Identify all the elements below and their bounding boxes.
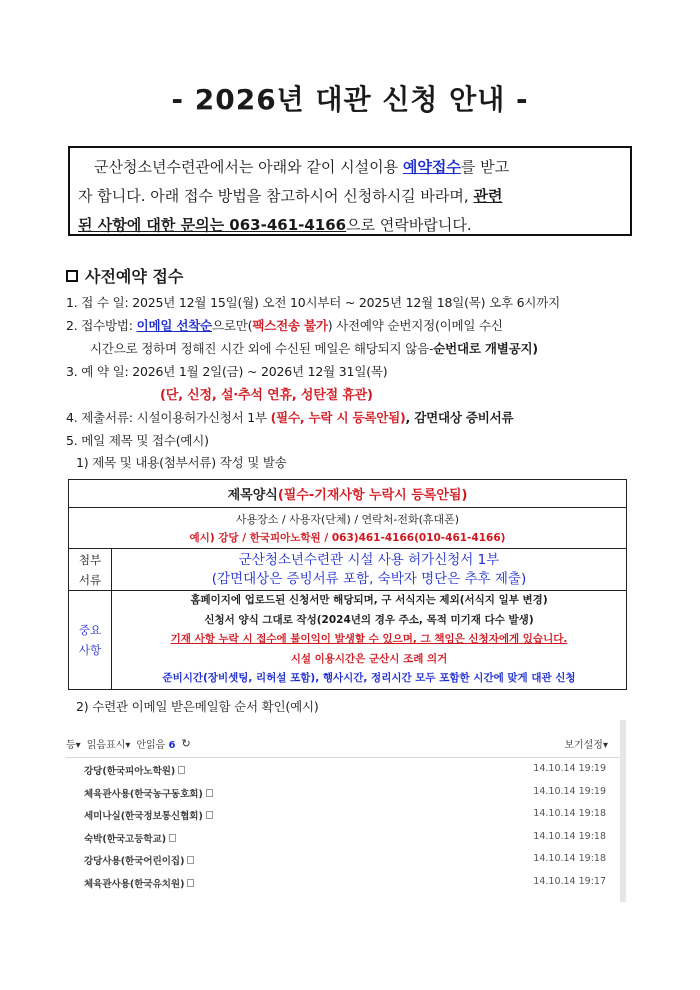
section-heading (66, 264, 183, 287)
mail-subject-wrap (84, 831, 176, 845)
important-content (112, 591, 627, 690)
item-text: 2. 접수방법: (66, 318, 137, 333)
title-format-cell (69, 508, 627, 549)
checkbox-square-icon (66, 270, 78, 282)
mail-subject-wrap (84, 876, 194, 890)
important-line: 준비시간(장비셋팅, 리허설 포함), 행사시간, 정리시간 모두 포함한 시간에 맞게 대관 신청 (162, 672, 576, 684)
item-text: ) 사전예약 순번지정(이메일 수신 (327, 318, 503, 333)
attachment-doc-icon (169, 834, 176, 842)
mail-date: 14.10.14 19:19 (533, 785, 606, 797)
attachment-doc-icon (206, 811, 213, 819)
attachment-doc-icon (187, 856, 194, 864)
mail-date: 14.10.14 19:19 (533, 763, 606, 774)
mail-subject: 세미나실(한국정보통신협회) (84, 811, 203, 822)
intro-box (68, 146, 632, 236)
filter-dropdown[interactable]: 등▾ (66, 740, 81, 751)
important-label-2: 사항 (78, 642, 102, 657)
view-settings-dropdown[interactable]: 보기설정▾ (564, 740, 608, 751)
fax-not-allowed: 팩스전송 불가 (252, 318, 328, 333)
mail-row[interactable] (66, 803, 620, 826)
unread-count: 6 (168, 740, 176, 751)
item-documents (66, 408, 513, 426)
mail-subject: 숙박(한국고등학교) (84, 833, 167, 845)
intro-emphasis: 관련 (473, 187, 503, 205)
intro-text: 를 받고 (460, 158, 510, 176)
intro-line-1 (78, 153, 622, 182)
mail-subject: 체육관사용(한국유치원) (84, 878, 185, 890)
title-example: 예시) 강당 / 한국피아노학원 / 063)461-4166(010-461-4166) (189, 532, 506, 544)
mail-date: 14.10.14 19:18 (533, 830, 606, 842)
item-reservation-date: 3. 예 약 일: 2026년 1월 2일(금) ~ 2026년 12월 31일(목) (66, 364, 388, 379)
intro-line-2 (78, 182, 622, 211)
mail-subject: 체육관사용(한국농구동호회) (84, 788, 203, 800)
mail-subject: 강당사용(한국어린이집) (84, 856, 185, 867)
table-header-title: 제목양식 (227, 488, 278, 503)
item-text: 시간으로 정하며 정해진 시간 외에 수신된 메일은 해당되지 않음- (90, 341, 434, 356)
mail-row[interactable] (66, 871, 620, 894)
reservation-highlight: 예약접수 (402, 158, 461, 176)
section-heading-text: 사전예약 접수 (85, 267, 184, 286)
page-title: - 2026년 대관 신청 안내 - (171, 83, 529, 116)
important-line: 시설 이용시간은 군산시 조례 의거 (290, 652, 448, 665)
attach-content (112, 549, 627, 591)
unread-filter[interactable] (136, 736, 175, 751)
title-format: 사용장소 / 사용자(단체) / 연락처-전화(휴대폰) (235, 513, 460, 526)
attach-line-1: 군산청소년수련관 시설 사용 허가신청서 1부 (238, 551, 500, 568)
intro-text: 으로 연락바랍니다. (346, 216, 472, 234)
unread-label: 안읽음 (136, 740, 166, 751)
attachment-doc-icon (187, 879, 194, 887)
reduction-docs: , 감면대상 증비서류 (405, 410, 514, 425)
attachment-doc-icon (178, 766, 185, 774)
mail-toolbar (66, 720, 620, 758)
closure-note: (단, 신정, 설·추석 연휴, 성탄절 휴관) (160, 388, 373, 403)
item-text: 으로만( (212, 318, 253, 333)
toolbar-left (66, 736, 191, 751)
refresh-icon[interactable]: ↻ (181, 737, 191, 750)
mail-row[interactable] (66, 848, 620, 871)
mailbox-screenshot (66, 720, 626, 902)
item-reception-date: 1. 접 수 일: 2025년 12월 15일(월) 오전 10시부터 ~ 2025년 12월 18일(목) 오후 6시까지 (66, 295, 561, 310)
mark-read-dropdown[interactable]: 읽음표시▾ (86, 740, 131, 751)
mail-subject: 강당(한국피아노학원) (84, 766, 176, 777)
email-first-come: 이메일 선착순 (136, 318, 212, 333)
important-line: 신청서 양식 그대로 작성(2024년의 경우 주소, 목적 미기재 다수 발생) (204, 613, 534, 626)
important-line: 홈페이지에 업로드된 신청서만 해당되며, 구 서식지는 제외(서식지 일부 변경) (190, 594, 548, 606)
item-mail-title: 5. 메일 제목 및 접수(예시) (66, 433, 209, 448)
required-note: (필수, 누락 시 등록안됨) (270, 410, 406, 425)
mail-subject-wrap (84, 853, 194, 867)
item-text: 4. 제출서류: 시설이용허가신청서 1부 (66, 410, 271, 425)
attach-label (69, 549, 112, 591)
item-method-cont (90, 339, 538, 357)
mail-subject-wrap (84, 786, 213, 800)
intro-text: 군산청소년수련관에서는 아래와 같이 시설이용 (94, 158, 403, 176)
important-warning: 기재 사항 누락 시 접수에 불이익이 발생할 수 있으며, 그 책임은 신청자에게 있습니다. (170, 633, 568, 645)
submission-format-table (68, 479, 627, 690)
mail-subject-wrap (84, 763, 185, 777)
table-header (69, 480, 627, 508)
mail-row[interactable] (66, 781, 620, 804)
sub-item-2: 2) 수련관 이메일 받은메일함 순서 확인(예시) (76, 699, 319, 714)
attach-line-2: (감면대상은 증빙서류 포함, 숙박자 명단은 추후 제출) (211, 570, 527, 587)
mail-list (66, 758, 620, 893)
attach-label-2: 서류 (78, 572, 102, 587)
intro-line-3 (78, 211, 622, 240)
table-header-note: (필수-기재사항 누락시 등록안됨) (277, 488, 468, 503)
mail-date: 14.10.14 19:17 (533, 875, 606, 887)
important-label (69, 591, 112, 690)
item-method (66, 316, 503, 334)
contact-phone: 된 사항에 대한 문의는 063-461-4166 (78, 216, 347, 234)
mail-date: 14.10.14 19:18 (533, 853, 606, 864)
mail-subject-wrap (84, 808, 213, 822)
attach-label-1: 첨부 (78, 552, 102, 567)
mail-row[interactable] (66, 758, 620, 781)
mail-row[interactable] (66, 826, 620, 849)
mail-date: 14.10.14 19:18 (533, 808, 606, 819)
sub-item-1: 1) 제목 및 내용(첨부서류) 작성 및 발송 (76, 455, 287, 470)
intro-text: 자 합니다. 아래 접수 방법을 참고하시어 신청하시길 바라며, (78, 187, 474, 205)
individual-notice: 순번대로 개별공지) (433, 341, 538, 356)
attachment-doc-icon (206, 789, 213, 797)
important-label-1: 중요 (78, 622, 102, 637)
